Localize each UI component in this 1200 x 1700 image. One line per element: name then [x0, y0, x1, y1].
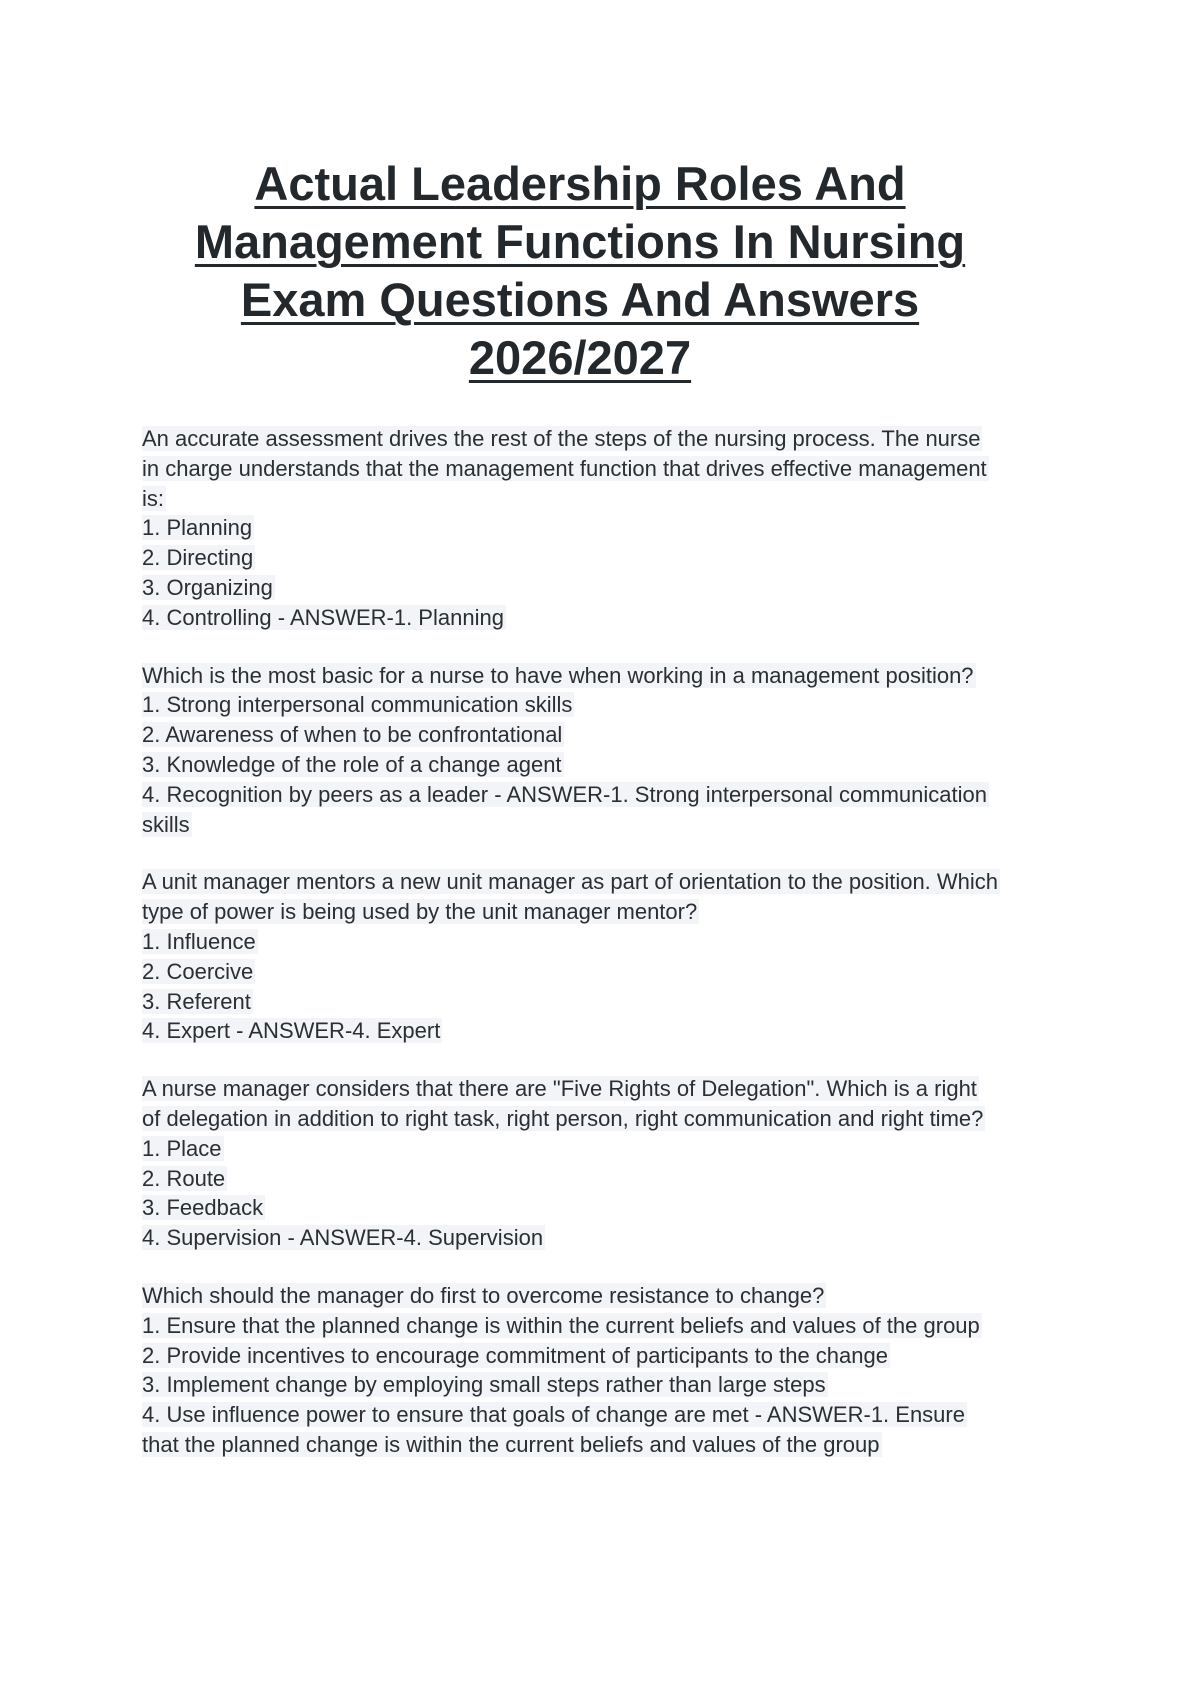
question-block-4 — [142, 1074, 1062, 1253]
question-line: of delegation in addition to right task, right person, right communication and right time? — [142, 1105, 984, 1131]
answer-line: 4. Expert - ANSWER-4. Expert — [142, 1018, 441, 1044]
question-block-5 — [142, 1281, 1062, 1460]
option-line: 2. Coercive — [142, 958, 254, 984]
question-block-2 — [142, 661, 1062, 840]
answer-line: that the planned change is within the current beliefs and values of the group — [142, 1431, 880, 1457]
option-line: 2. Directing — [142, 545, 254, 571]
option-line: 2. Provide incentives to encourage commitment of participants to the change — [142, 1342, 888, 1368]
question-line: in charge understands that the management function that drives effective management — [142, 455, 987, 481]
question-line: A unit manager mentors a new unit manager as part of orientation to the position. Which — [142, 869, 999, 895]
answer-line: skills — [142, 811, 190, 837]
question-line: Which should the manager do first to overcome resistance to change? — [142, 1282, 825, 1308]
option-line: 3. Referent — [142, 988, 251, 1014]
question-line: type of power is being used by the unit manager mentor? — [142, 899, 698, 925]
option-line: 3. Organizing — [142, 574, 273, 600]
option-line: 1. Strong interpersonal communication skills — [142, 692, 573, 718]
option-line: 1. Planning — [142, 515, 253, 541]
document-title — [140, 155, 1020, 387]
title-line: Actual Leadership Roles And — [254, 157, 906, 210]
title-line: 2026/2027 — [468, 331, 692, 384]
answer-line: 4. Supervision - ANSWER-4. Supervision — [142, 1225, 544, 1251]
question-line: Which is the most basic for a nurse to have when working in a management position? — [142, 662, 974, 688]
title-line: Management Functions In Nursing — [194, 215, 966, 268]
option-line: 3. Feedback — [142, 1195, 264, 1221]
question-block-1 — [142, 424, 1062, 633]
option-line: 1. Influence — [142, 928, 256, 954]
option-line: 3. Knowledge of the role of a change agent — [142, 751, 562, 777]
question-line: A nurse manager considers that there are "Five Rights of Delegation". Which is a right — [142, 1076, 977, 1102]
question-list — [142, 424, 1062, 1488]
option-line: 3. Implement change by employing small steps rather than large steps — [142, 1372, 826, 1398]
question-block-3 — [142, 867, 1062, 1046]
option-line: 1. Place — [142, 1135, 222, 1161]
option-line: 1. Ensure that the planned change is within the current beliefs and values of the group — [142, 1312, 980, 1338]
option-line: 2. Route — [142, 1165, 226, 1191]
question-line: An accurate assessment drives the rest of the steps of the nursing process. The nurse — [142, 426, 981, 451]
answer-line: 4. Recognition by peers as a leader - ANSWER-1. Strong interpersonal communication — [142, 781, 987, 807]
option-line: 2. Awareness of when to be confrontational — [142, 722, 563, 748]
answer-line: 4. Controlling - ANSWER-1. Planning — [142, 604, 504, 630]
title-line: Exam Questions And Answers — [240, 273, 920, 326]
question-line: is: — [142, 485, 164, 511]
answer-line: 4. Use influence power to ensure that goals of change are met - ANSWER-1. Ensure — [142, 1402, 965, 1428]
